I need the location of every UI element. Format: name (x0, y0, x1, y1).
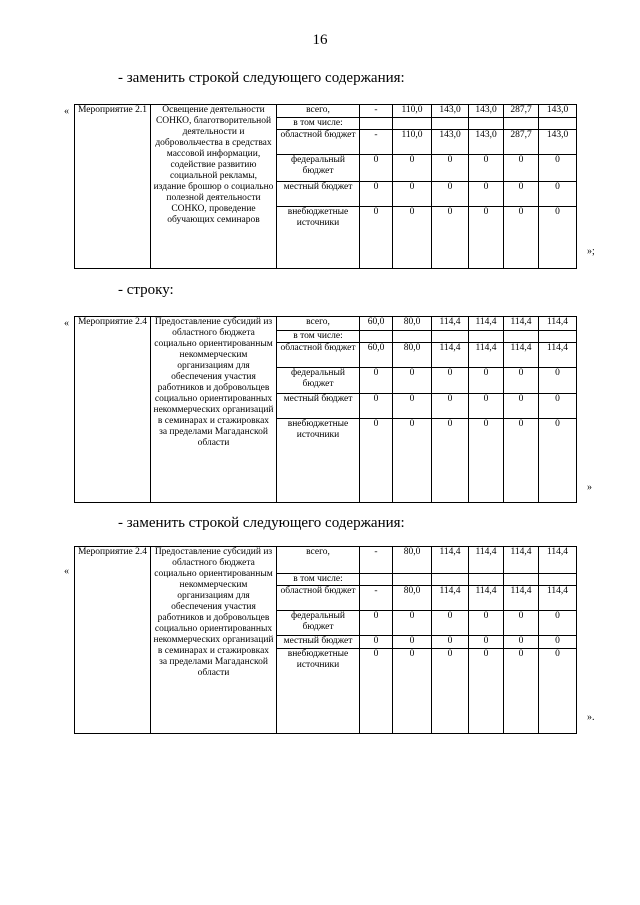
section2-heading: - строку: (118, 282, 174, 298)
section3-value-cell: 0 (393, 636, 432, 649)
section3-value-cell: 114,4 (469, 547, 504, 574)
section2-value-cell: 0 (432, 394, 469, 419)
section1-row-label: федеральный бюджет (277, 155, 360, 182)
section3-value-cell: 80,0 (393, 547, 432, 574)
section2-value-cell (393, 331, 432, 343)
section2-value-cell (504, 331, 539, 343)
section2-value-cell: 0 (360, 419, 393, 503)
section2-value-cell (539, 331, 577, 343)
section2-value-cell: 0 (393, 394, 432, 419)
section1-row-label: местный бюджет (277, 182, 360, 207)
section3-value-cell: 0 (469, 636, 504, 649)
section2-row-label: федеральный бюджет (277, 368, 360, 394)
section1-value-cell: 143,0 (432, 105, 469, 118)
section1-value-cell: 0 (432, 155, 469, 182)
section3-value-cell: 0 (539, 649, 577, 734)
section3-value-cell: 0 (504, 611, 539, 636)
section1-value-cell: - (360, 130, 393, 155)
section1-value-cell: - (360, 105, 393, 118)
section1-value-cell: 0 (539, 182, 577, 207)
section2-row-label: местный бюджет (277, 394, 360, 419)
section3-open-quote: « (64, 566, 69, 577)
section1-value-cell: 0 (469, 155, 504, 182)
section2-value-cell: 0 (469, 419, 504, 503)
section1-value-cell: 0 (504, 155, 539, 182)
section1-value-cell: 287,7 (504, 105, 539, 118)
section3-value-cell (469, 574, 504, 586)
section1-value-cell: 0 (539, 155, 577, 182)
section2-value-cell: 114,4 (504, 343, 539, 368)
section1-value-cell: 287,7 (504, 130, 539, 155)
section3-value-cell: 114,4 (469, 586, 504, 611)
section3-row-label: федеральный бюджет (277, 611, 360, 636)
section1-row-label: внебюджетные источники (277, 207, 360, 269)
section1-value-cell: 0 (393, 182, 432, 207)
section1-heading: - заменить строкой следующего содержания: (118, 70, 405, 86)
section1-value-cell: 0 (539, 207, 577, 269)
section3-value-cell: 0 (539, 611, 577, 636)
section3-value-cell: 0 (360, 649, 393, 734)
section1-value-cell: 0 (504, 207, 539, 269)
section3-close-quote: ». (587, 712, 595, 723)
section2-value-cell: 0 (393, 368, 432, 394)
section2-open-quote: « (64, 318, 69, 329)
section3-row-label: внебюджетные источники (277, 649, 360, 734)
section3-value-cell: 0 (432, 611, 469, 636)
section3-event-cell: Мероприятие 2.4 (75, 547, 151, 734)
section2-row-label: областной бюджет (277, 343, 360, 368)
section3-row-label: в том числе: (277, 574, 360, 586)
section3-value-cell: 114,4 (504, 586, 539, 611)
section3-value-cell: 0 (504, 649, 539, 734)
section3-value-cell: 0 (393, 649, 432, 734)
section2-value-cell: 60,0 (360, 343, 393, 368)
section1-value-cell (469, 118, 504, 130)
section2-value-cell: 0 (539, 394, 577, 419)
section2-value-cell: 60,0 (360, 317, 393, 331)
section2-value-cell: 114,4 (469, 317, 504, 331)
section3-value-cell: 114,4 (504, 547, 539, 574)
section3-row-label: всего, (277, 547, 360, 574)
section3-value-cell (393, 574, 432, 586)
section1-row-label: всего, (277, 105, 360, 118)
section2-description-cell: Предоставление субсидий из областного бюджета социально ориентированным некоммерческим организациям для обеспечения участия работников и добровольцев социально ориентированных некоммерческих организаций в семинарах и стажировках за пределами Магаданской области (151, 317, 277, 503)
section1-value-cell (432, 118, 469, 130)
section1-value-cell: 0 (432, 182, 469, 207)
section2-close-quote: » (587, 482, 592, 493)
section2-row-label: в том числе: (277, 331, 360, 343)
section3-value-cell: 0 (504, 636, 539, 649)
section1-value-cell: 0 (504, 182, 539, 207)
section2-value-cell: 80,0 (393, 343, 432, 368)
section3-value-cell: 0 (432, 636, 469, 649)
section1-event-cell: Мероприятие 2.1 (75, 105, 151, 269)
section1-value-cell: 0 (360, 182, 393, 207)
section2-value-cell (469, 331, 504, 343)
section1-value-cell (504, 118, 539, 130)
section1-value-cell: 110,0 (393, 105, 432, 118)
section3-value-cell: 114,4 (432, 547, 469, 574)
section1-description-cell: Освещение деятельности СОНКО, благотворительной деятельности и добровольчества в средствах массовой информации, содействие развитию социальной рекламы, издание брошюр о социально полезной деятельности СОНКО, проведение обучающих семинаров (151, 105, 277, 269)
section3-value-cell: 80,0 (393, 586, 432, 611)
section3-heading: - заменить строкой следующего содержания: (118, 515, 405, 531)
section3-value-cell: 0 (393, 611, 432, 636)
section3-value-cell: 114,4 (432, 586, 469, 611)
section2-value-cell: 114,4 (504, 317, 539, 331)
section2-value-cell: 0 (469, 394, 504, 419)
section1-close-quote: »; (587, 246, 595, 257)
section1-value-cell: 0 (393, 155, 432, 182)
section2-table (74, 316, 577, 503)
section3-value-cell (360, 574, 393, 586)
section3-description-cell: Предоставление субсидий из областного бюджета социально ориентированным некоммерческим организациям для обеспечения участия работников и добровольцев социально ориентированных некоммерческих организаций в семинарах и стажировках за пределами Магаданской области (151, 547, 277, 734)
section2-value-cell: 0 (432, 419, 469, 503)
section3-row-label: областной бюджет (277, 586, 360, 611)
section2-value-cell: 0 (504, 368, 539, 394)
section2-value-cell (360, 331, 393, 343)
section2-value-cell: 114,4 (539, 343, 577, 368)
section3-value-cell: 0 (360, 636, 393, 649)
section3-value-cell: - (360, 547, 393, 574)
section1-value-cell: 0 (469, 207, 504, 269)
section2-value-cell (432, 331, 469, 343)
section1-value-cell: 143,0 (469, 130, 504, 155)
section2-row-label: внебюджетные источники (277, 419, 360, 503)
section3-value-cell (432, 574, 469, 586)
section1-value-cell: 143,0 (432, 130, 469, 155)
section2-value-cell: 114,4 (539, 317, 577, 331)
section1-value-cell: 143,0 (539, 105, 577, 118)
section1-row-label: в том числе: (277, 118, 360, 130)
section2-value-cell: 0 (504, 419, 539, 503)
section2-value-cell: 0 (539, 368, 577, 394)
section3-value-cell: - (360, 586, 393, 611)
section3-table (74, 546, 577, 734)
section2-value-cell: 114,4 (432, 317, 469, 331)
section2-event-cell: Мероприятие 2.4 (75, 317, 151, 503)
section1-value-cell (539, 118, 577, 130)
section3-value-cell: 114,4 (539, 547, 577, 574)
section2-value-cell: 0 (504, 394, 539, 419)
section1-value-cell (393, 118, 432, 130)
section3-value-cell: 0 (469, 611, 504, 636)
section3-value-cell: 0 (469, 649, 504, 734)
section1-value-cell: 143,0 (469, 105, 504, 118)
section1-value-cell: 0 (393, 207, 432, 269)
section2-value-cell: 114,4 (469, 343, 504, 368)
page-number: 16 (312, 32, 328, 48)
section3-row-label: местный бюджет (277, 636, 360, 649)
section1-open-quote: « (64, 106, 69, 117)
section1-value-cell: 0 (469, 182, 504, 207)
section2-value-cell: 0 (432, 368, 469, 394)
section2-value-cell: 0 (393, 419, 432, 503)
section2-value-cell: 0 (539, 419, 577, 503)
section3-value-cell: 114,4 (539, 586, 577, 611)
section3-value-cell: 0 (539, 636, 577, 649)
section2-value-cell: 114,4 (432, 343, 469, 368)
section3-value-cell: 0 (360, 611, 393, 636)
section2-row-label: всего, (277, 317, 360, 331)
section1-table (74, 104, 577, 269)
section2-value-cell: 0 (360, 368, 393, 394)
section1-value-cell: 0 (360, 207, 393, 269)
section1-row-label: областной бюджет (277, 130, 360, 155)
section1-value-cell: 110,0 (393, 130, 432, 155)
section3-value-cell (539, 574, 577, 586)
section3-value-cell: 0 (432, 649, 469, 734)
section1-value-cell: 0 (360, 155, 393, 182)
section2-value-cell: 0 (360, 394, 393, 419)
section2-value-cell: 0 (469, 368, 504, 394)
section1-value-cell: 0 (432, 207, 469, 269)
section1-value-cell: 143,0 (539, 130, 577, 155)
section3-value-cell (504, 574, 539, 586)
section2-value-cell: 80,0 (393, 317, 432, 331)
section1-value-cell (360, 118, 393, 130)
